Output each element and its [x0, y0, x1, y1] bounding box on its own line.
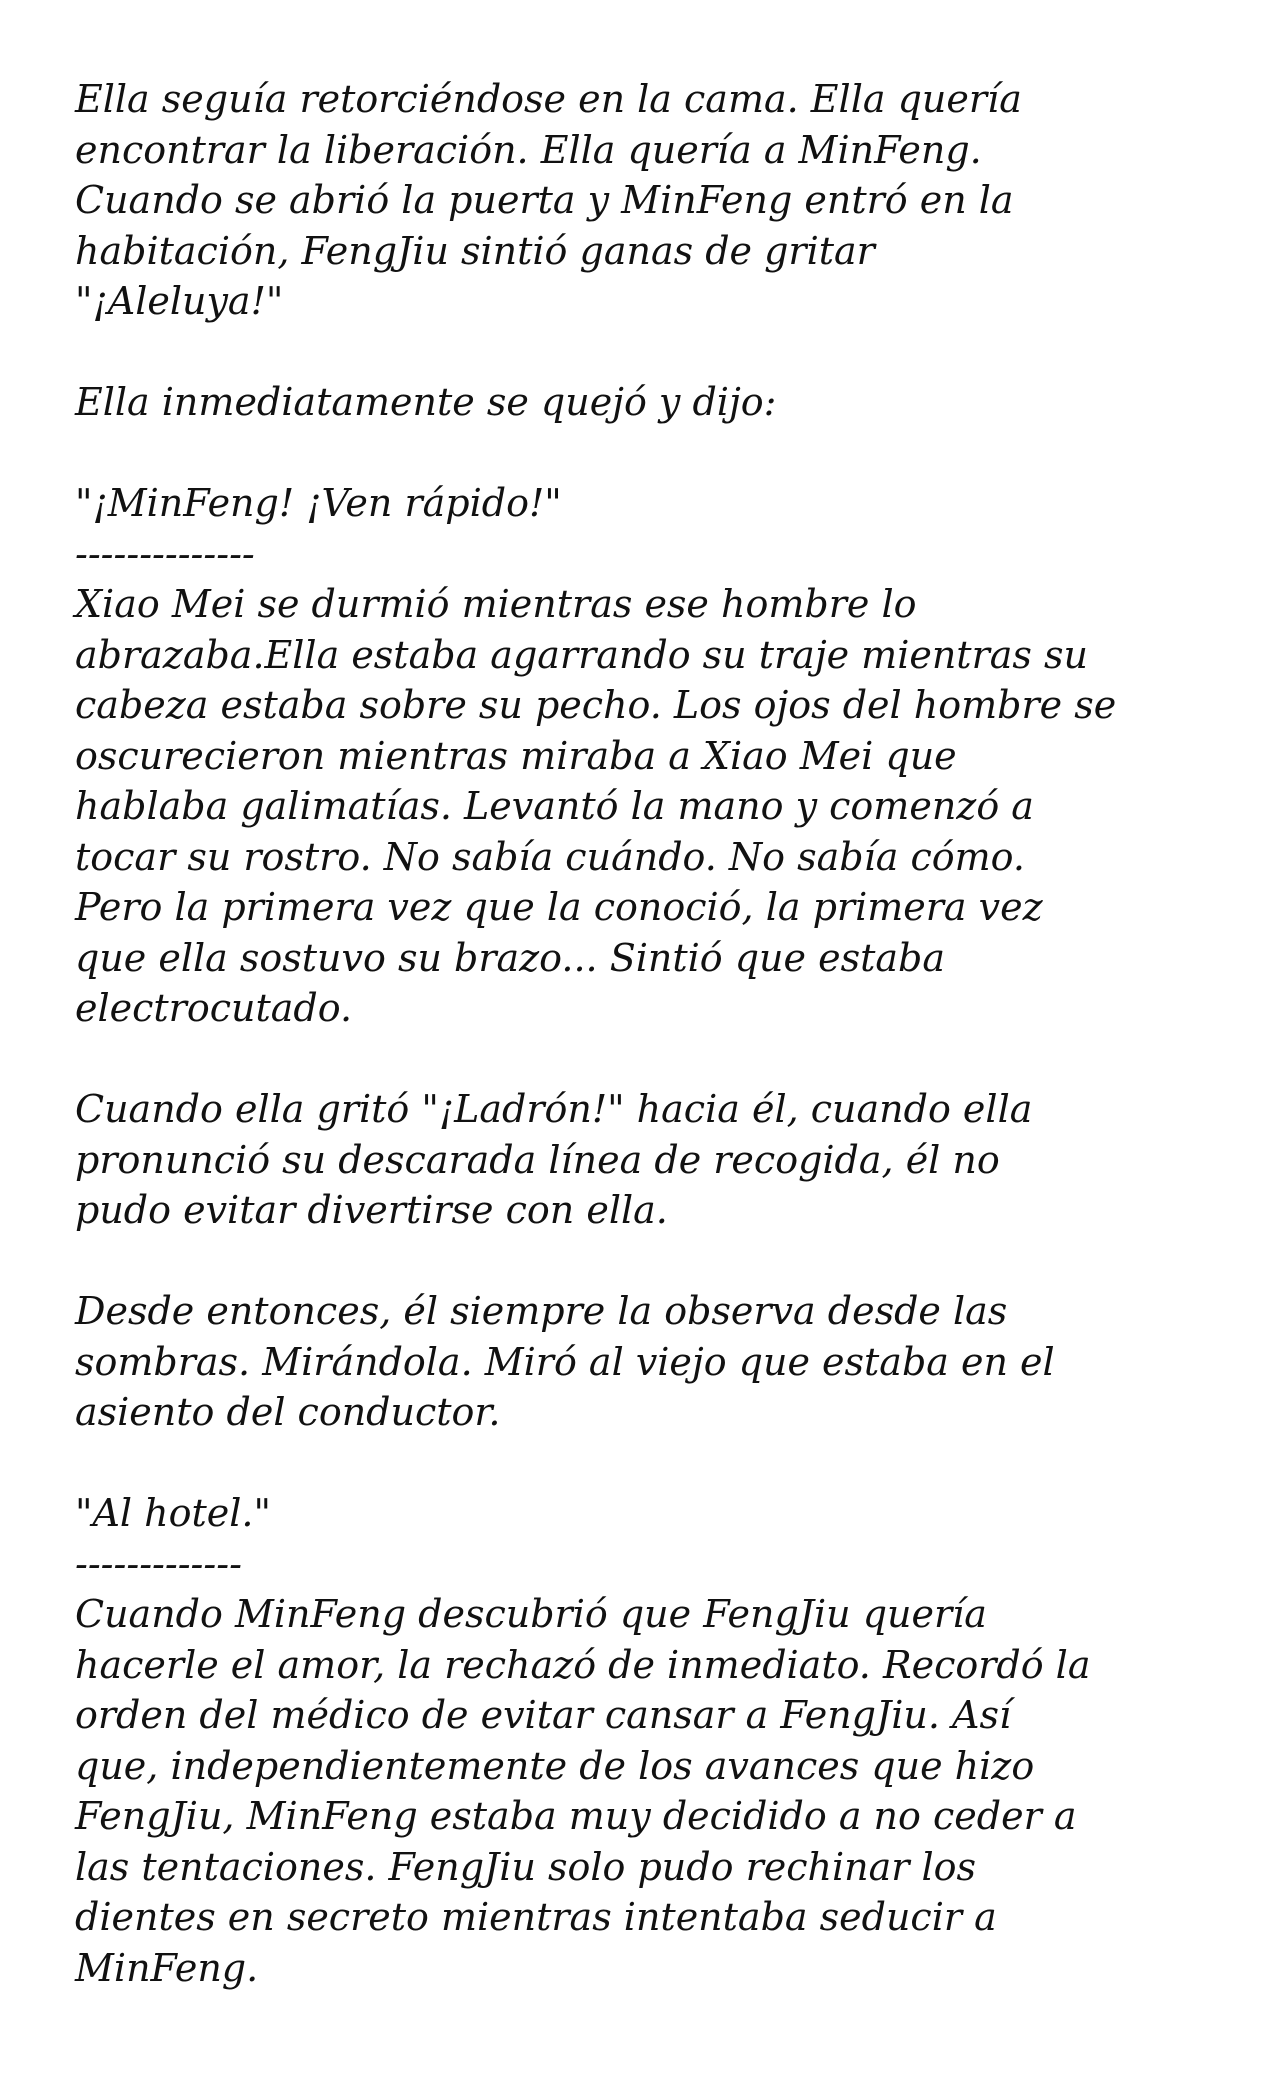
text-line: dientes en secreto mientras intentaba seducir a	[75, 1895, 997, 1939]
text-line: Pero la primera vez que la conoció, la primera vez	[75, 885, 1043, 929]
paragraph-fengjiu-bed	[75, 74, 1215, 327]
text-line: las tentaciones. FengJiu solo pudo rechinar los	[75, 1844, 977, 1889]
text-line: "¡MinFeng! ¡Ven rápido!"	[75, 481, 562, 525]
text-line: hacerle el amor, la rechazó de inmediato. Recordó la	[75, 1642, 1091, 1687]
section-divider: --------------	[75, 531, 255, 576]
text-line: encontrar la liberación. Ella quería a MinFeng.	[75, 127, 982, 172]
text-line: electrocutado.	[75, 986, 353, 1030]
paragraph-quote-minfeng	[75, 478, 1215, 529]
text-line: Cuando ella gritó "¡Ladrón!" hacia él, cuando ella	[75, 1087, 1033, 1131]
paragraph-minfeng-refuses	[75, 1589, 1215, 1993]
text-line: que ella sostuvo su brazo... Sintió que estaba	[75, 935, 945, 980]
text-line: habitación, FengJiu sintió ganas de gritar	[75, 228, 875, 273]
text-line: oscurecieron mientras miraba a Xiao Mei que	[75, 733, 957, 778]
paragraph-shadows	[75, 1286, 1215, 1438]
text-line: pronunció su descarada línea de recogida, él no	[75, 1137, 1000, 1182]
text-line: MinFeng.	[75, 1945, 259, 1990]
text-line: Desde entonces, él siempre la observa desde las	[75, 1289, 1008, 1333]
paragraph-xiao-mei	[75, 579, 1215, 1034]
text-line: tocar su rostro. No sabía cuándo. No sabía cómo.	[75, 834, 1025, 879]
paragraph-complaint	[75, 377, 1215, 428]
document-page	[75, 74, 1215, 1993]
text-line: orden del médico de evitar cansar a FengJiu. Así	[75, 1693, 1012, 1737]
text-line: Ella seguía retorciéndose en la cama. Ella quería	[75, 77, 1022, 121]
text-line: Cuando se abrió la puerta y MinFeng entró en la	[75, 178, 1014, 222]
text-line: Cuando MinFeng descubrió que FengJiu quería	[75, 1592, 987, 1636]
paragraph-quote-hotel	[75, 1488, 1215, 1539]
text-line: Xiao Mei se durmió mientras ese hombre lo	[75, 582, 917, 626]
text-line: pudo evitar divertirse con ella.	[75, 1188, 668, 1232]
text-line: "Al hotel."	[75, 1491, 271, 1535]
text-line: hablaba galimatías. Levantó la mano y comenzó a	[75, 784, 1034, 828]
text-line: FengJiu, MinFeng estaba muy decidido a no ceder a	[75, 1794, 1077, 1838]
text-line: asiento del conductor.	[75, 1390, 501, 1434]
text-line: "¡Aleluya!"	[75, 279, 284, 323]
text-line: sombras. Mirándola. Miró al viejo que estaba en el	[75, 1339, 1055, 1384]
text-line: cabeza estaba sobre su pecho. Los ojos del hombre se	[75, 683, 1117, 727]
text-line: Ella inmediatamente se quejó y dijo:	[75, 380, 777, 424]
text-line: que, independientemente de los avances que hizo	[75, 1743, 1035, 1788]
section-divider: -------------	[75, 1541, 242, 1586]
text-line: abrazaba.Ella estaba agarrando su traje mientras su	[75, 632, 1088, 677]
paragraph-ladron	[75, 1084, 1215, 1236]
